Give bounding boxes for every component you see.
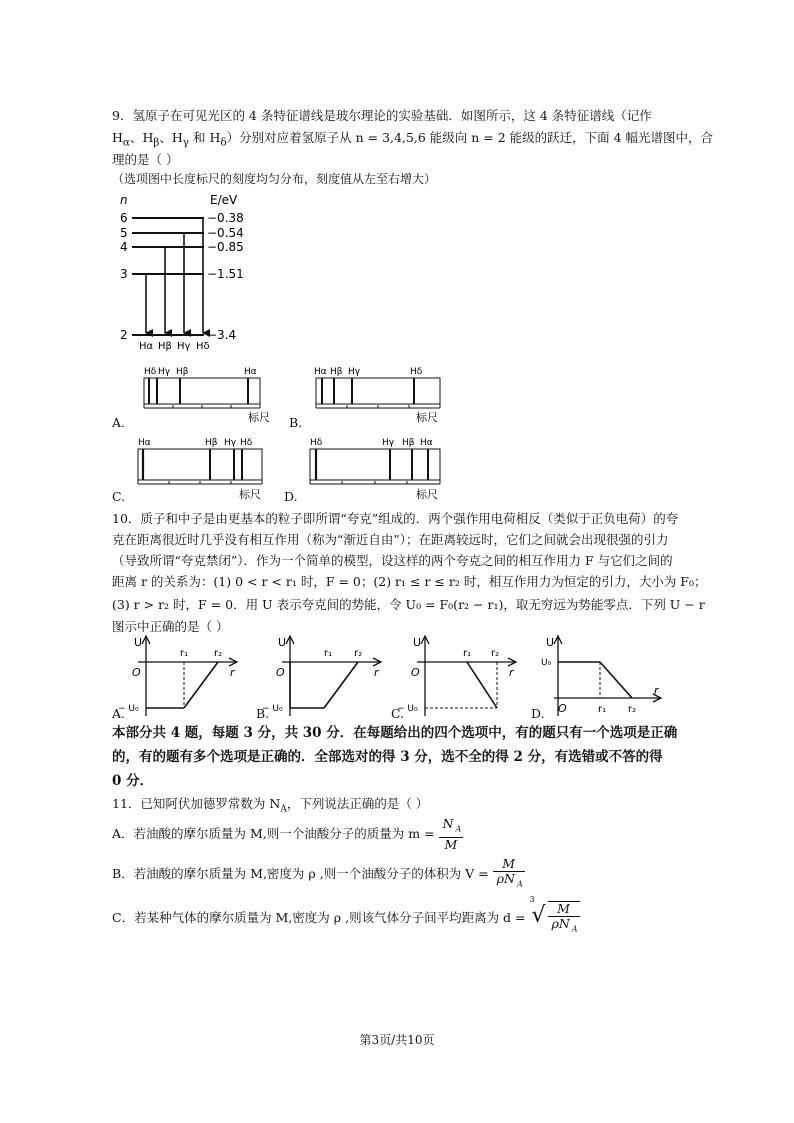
q11-a-den: M bbox=[444, 836, 458, 852]
spec-c-label-3: Hδ bbox=[240, 438, 253, 448]
graph-c-r: r bbox=[509, 666, 514, 679]
h-alpha: H bbox=[112, 130, 123, 145]
q11-c-text: C．若某种气体的摩尔质量为 M,密度为 ρ ,则该气体分子间平均距离为 d = bbox=[112, 910, 526, 925]
level-4-n: 4 bbox=[120, 240, 128, 254]
option-a-letter[interactable]: A. bbox=[112, 415, 126, 430]
graph-a-r: r bbox=[230, 666, 235, 679]
q11-c-fraction bbox=[548, 901, 580, 937]
q11-stem-text: 11．已知阿伏加德罗常数为 N bbox=[112, 796, 281, 811]
spec-a-label-0: Hδ bbox=[144, 367, 157, 377]
q9-note: （选项图中长度标尺的刻度均匀分布，刻度值从左至右增大） bbox=[112, 172, 437, 186]
spec-c-label-1: Hβ bbox=[205, 438, 218, 448]
energy-level-diagram bbox=[112, 192, 262, 352]
q11-c-num: M bbox=[548, 902, 580, 917]
spec-d-label-2: Hβ bbox=[402, 438, 415, 448]
sub-alpha: α bbox=[122, 136, 130, 149]
axis-n-label: n bbox=[120, 193, 128, 207]
graph-a-o: O bbox=[132, 666, 141, 679]
q11-option-c[interactable] bbox=[112, 894, 702, 938]
level-3-n: 3 bbox=[120, 267, 128, 281]
spec-a-label-3: Hα bbox=[244, 367, 257, 377]
q9-stem-line3: 理的是（ ） bbox=[112, 152, 179, 167]
q11-option-a[interactable] bbox=[112, 816, 702, 852]
ur-graph-b[interactable] bbox=[262, 632, 387, 722]
spec-b-label-0: Hα bbox=[314, 367, 327, 377]
spectrum-option-a[interactable] bbox=[140, 364, 270, 424]
q10-stem-line5: (3) r > r₂ 时，F = 0．用 U 表示夸克间的势能，令 U₀ = F₀(r₂ − r₁)，取无穷远为势能零点．下列 U − r bbox=[112, 597, 705, 612]
graph-c-u0: − U₀ bbox=[397, 704, 418, 714]
q11-b-den: ρN bbox=[496, 871, 515, 887]
h-delta: 和 H bbox=[189, 130, 221, 145]
ur-graph-a[interactable] bbox=[118, 632, 243, 722]
section-instructions-line2: 的，有的题有多个选项是正确的．全部选对的得 3 分，选不全的得 2 分，有选错或不答的得 bbox=[112, 749, 663, 765]
graph-b-u0: − U₀ bbox=[262, 704, 283, 714]
spec-d-label-1: Hγ bbox=[382, 438, 395, 448]
q10-stem-line2: 克在距离很近时几乎没有相互作用（称为“渐近自由”）；在距离较远时，它们之间就会出现很强的引力 bbox=[112, 532, 669, 547]
graph-c-o: O bbox=[411, 666, 420, 679]
level-2-e: −3.4 bbox=[207, 328, 237, 342]
option-d-letter[interactable]: D. bbox=[284, 489, 298, 504]
q11-b-num: M bbox=[493, 857, 525, 872]
q9-stem-line1: 9．氢原子在可见光区的 4 条特征谱线是玻尔理论的实验基础．如图所示，这 4 条特征谱线（记作 bbox=[112, 108, 652, 123]
h-beta: 、H bbox=[129, 130, 154, 145]
q10-stem-line6: 图示中正确的是（ ） bbox=[112, 619, 229, 634]
option-b-letter[interactable]: B. bbox=[289, 415, 303, 430]
label-h-alpha: Hα bbox=[139, 341, 154, 352]
sub-delta: δ bbox=[220, 136, 227, 149]
q11-a-num: N bbox=[442, 816, 454, 832]
spec-c-label-2: Hγ bbox=[224, 438, 237, 448]
spectrum-option-b[interactable] bbox=[312, 364, 447, 424]
q11-c-root-index: 3 bbox=[529, 894, 535, 904]
q9-stem-line2 bbox=[112, 128, 714, 153]
option-c-letter[interactable]: C. bbox=[112, 489, 126, 504]
q10-stem-line1: 10．质子和中子是由更基本的粒子即所谓“夸克”组成的．两个强作用电荷相反（类似于正负电荷）的夸 bbox=[112, 511, 679, 526]
h-gamma: 、H bbox=[159, 130, 183, 145]
graph-c-r2: r₂ bbox=[491, 648, 500, 659]
spec-a-label-1: Hγ bbox=[158, 367, 171, 377]
level-5-n: 5 bbox=[120, 226, 128, 240]
spec-d-label-3: Hα bbox=[420, 438, 433, 448]
graph-d-r1: r₁ bbox=[598, 704, 607, 715]
level-2-n: 2 bbox=[120, 328, 128, 342]
graph-b-r1: r₁ bbox=[324, 648, 333, 659]
graph-b-r: r bbox=[374, 666, 379, 679]
section-instructions-line1: 本部分共 4 题，每题 3 分，共 30 分．在每题给出的四个选项中，有的题只有一个选项是正确 bbox=[112, 725, 678, 741]
q11-stem-end: ，下列说法正确的是（ ） bbox=[286, 796, 429, 811]
graph-b-u: U bbox=[278, 636, 287, 649]
label-h-gamma: Hγ bbox=[177, 341, 191, 352]
ruler-label-a: 标尺 bbox=[248, 411, 270, 424]
graph-c-letter[interactable]: C. bbox=[391, 706, 405, 721]
q11-c-den-sub: A bbox=[571, 924, 578, 934]
ruler-label-c: 标尺 bbox=[239, 488, 261, 501]
q11-b-fraction bbox=[493, 857, 525, 892]
graph-a-u: U bbox=[134, 636, 143, 649]
graph-c-u: U bbox=[413, 636, 422, 649]
page-footer: 第3页/共10页 bbox=[359, 1033, 435, 1047]
transition-arrows bbox=[146, 218, 203, 333]
graph-b-r2: r₂ bbox=[354, 648, 363, 659]
spec-b-label-2: Hγ bbox=[348, 367, 361, 377]
graph-c-r1: r₁ bbox=[463, 648, 472, 659]
ruler-label-d: 标尺 bbox=[416, 488, 438, 501]
q11-c-den: ρN bbox=[551, 916, 570, 932]
section-instructions-line3: 0 分． bbox=[112, 773, 154, 789]
q11-a-fraction bbox=[439, 817, 464, 852]
axis-e-label: E/eV bbox=[210, 193, 238, 207]
graph-a-r2: r₂ bbox=[214, 648, 223, 659]
spectrum-option-c[interactable] bbox=[134, 434, 269, 502]
level-6-e: −0.38 bbox=[207, 211, 244, 225]
level-6-n: 6 bbox=[120, 211, 128, 225]
q11-a-text: A．若油酸的摩尔质量为 M,则一个油酸分子的质量为 m = bbox=[112, 826, 435, 841]
graph-d-o: O bbox=[558, 702, 567, 715]
level-5-e: −0.54 bbox=[207, 226, 244, 240]
spectrum-option-d[interactable] bbox=[306, 434, 446, 502]
ur-graph-d[interactable] bbox=[540, 632, 665, 722]
spec-b-label-3: Hδ bbox=[410, 367, 423, 377]
ruler-label-b: 标尺 bbox=[416, 411, 438, 424]
q11-b-text: B．若油酸的摩尔质量为 M,密度为 ρ ,则一个油酸分子的体积为 V = bbox=[112, 866, 489, 881]
graph-d-u: U bbox=[546, 636, 555, 649]
spec-b-label-1: Hβ bbox=[330, 367, 343, 377]
spec-d-label-0: Hδ bbox=[310, 438, 323, 448]
graph-d-letter[interactable]: D. bbox=[531, 706, 545, 721]
graph-d-r: r bbox=[654, 684, 659, 697]
q9-stem-tail: ）分别对应着氢原子从 n = 3,4,5,6 能级向 n = 2 能级的跃迁，下面 4 幅光谱图中，合 bbox=[226, 130, 714, 145]
q11-option-b[interactable] bbox=[112, 856, 702, 892]
graph-d-u0: U₀ bbox=[541, 658, 552, 668]
q10-stem-line3: （导致所谓“夸克禁闭”）．作为一个简单的模型，设这样的两个夸克之间的相互作用力 F 与它们之间的 bbox=[112, 553, 673, 568]
q11-a-num-sub: A bbox=[455, 824, 462, 834]
level-3-e: −1.51 bbox=[207, 267, 244, 281]
graph-a-u0: − U₀ bbox=[118, 704, 139, 714]
graph-a-r1: r₁ bbox=[180, 648, 189, 659]
ur-graph-c[interactable] bbox=[397, 632, 522, 722]
graph-d-r2: r₂ bbox=[628, 704, 637, 715]
spec-a-label-2: Hβ bbox=[176, 367, 189, 377]
level-4-e: −0.85 bbox=[207, 240, 244, 254]
q11-b-den-sub: A bbox=[516, 879, 523, 889]
q11-c-cube-root bbox=[529, 894, 580, 939]
radical-sign: √ bbox=[531, 902, 546, 928]
q11-stem-sub: A bbox=[280, 804, 287, 815]
label-h-delta: Hδ bbox=[196, 341, 210, 352]
q10-stem-line4: 距离 r 的关系为：(1) 0 < r < r₁ 时，F = 0；(2) r₁ ≤ r ≤ r₂ 时，相互作用力为恒定的引力，大小为 F₀； bbox=[112, 574, 707, 589]
sub-beta: β bbox=[153, 136, 160, 149]
spec-c-label-0: Hα bbox=[138, 438, 151, 448]
sub-gamma: γ bbox=[182, 136, 190, 149]
energy-levels bbox=[132, 218, 204, 335]
graph-b-o: O bbox=[276, 666, 285, 679]
graph-a-letter[interactable]: A. bbox=[112, 706, 126, 721]
graph-b-letter[interactable]: B. bbox=[256, 706, 270, 721]
label-h-beta: Hβ bbox=[158, 341, 172, 352]
